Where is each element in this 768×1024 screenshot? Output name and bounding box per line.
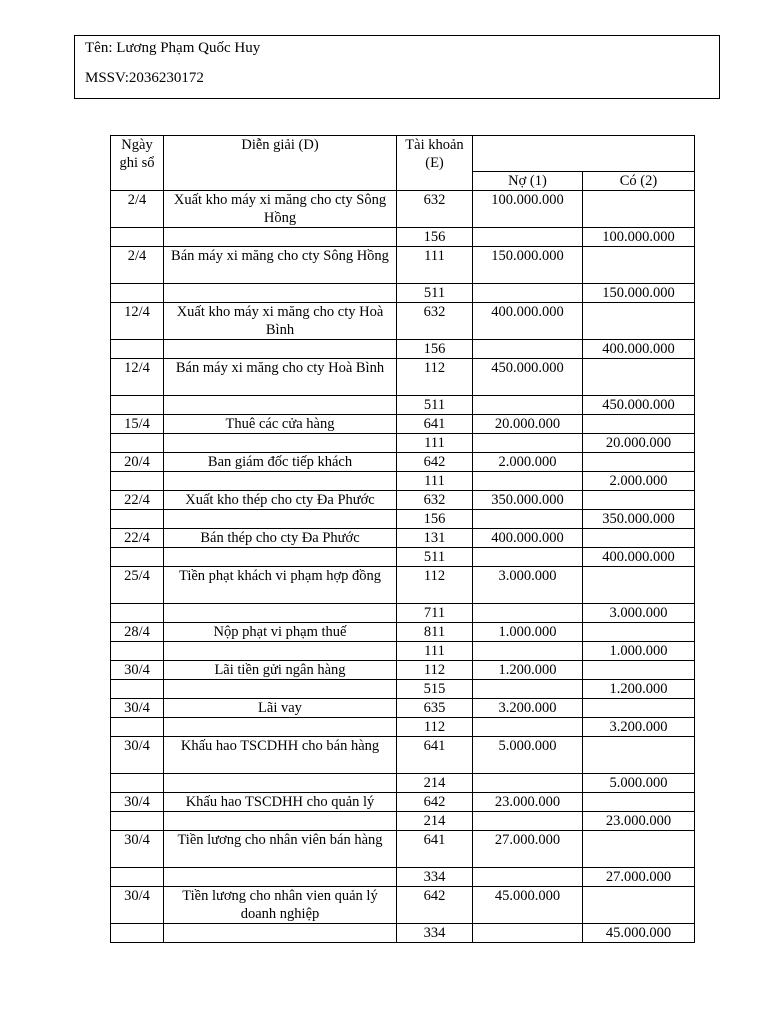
cell-account: 111 (397, 247, 473, 284)
cell-account: 156 (397, 510, 473, 529)
cell-date (111, 396, 164, 415)
cell-debit: 400.000.000 (473, 529, 583, 548)
cell-description: Lãi vay (164, 699, 397, 718)
cell-description (164, 812, 397, 831)
cell-credit (583, 567, 695, 604)
cell-debit (473, 340, 583, 359)
cell-description: Tiền phạt khách vi phạm hợp đồng (164, 567, 397, 604)
header-amount-group (473, 136, 695, 172)
table-header-row (111, 136, 695, 172)
cell-date (111, 284, 164, 303)
cell-date: 22/4 (111, 529, 164, 548)
cell-date: 30/4 (111, 831, 164, 868)
cell-description (164, 340, 397, 359)
student-info-box (74, 35, 720, 99)
cell-description: Tiền lương cho nhân vien quản lý doanh nghiệp (164, 887, 397, 924)
table-row (111, 396, 695, 415)
cell-account: 156 (397, 340, 473, 359)
cell-date: 2/4 (111, 247, 164, 284)
cell-debit: 400.000.000 (473, 303, 583, 340)
cell-description: Bán thép cho cty Đa Phước (164, 529, 397, 548)
cell-credit (583, 247, 695, 284)
table-row (111, 623, 695, 642)
table-row (111, 661, 695, 680)
table-row (111, 793, 695, 812)
cell-account: 131 (397, 529, 473, 548)
cell-date (111, 718, 164, 737)
cell-date (111, 434, 164, 453)
cell-description (164, 510, 397, 529)
cell-account: 635 (397, 699, 473, 718)
table-row (111, 548, 695, 567)
cell-account: 511 (397, 284, 473, 303)
cell-date: 20/4 (111, 453, 164, 472)
cell-account: 811 (397, 623, 473, 642)
cell-credit (583, 491, 695, 510)
cell-date: 30/4 (111, 737, 164, 774)
table-row (111, 831, 695, 868)
cell-date: 30/4 (111, 699, 164, 718)
cell-account: 112 (397, 359, 473, 396)
cell-date (111, 548, 164, 567)
table-row (111, 737, 695, 774)
table-row (111, 191, 695, 228)
cell-debit (473, 718, 583, 737)
cell-credit: 1.200.000 (583, 680, 695, 699)
cell-date: 28/4 (111, 623, 164, 642)
cell-credit: 450.000.000 (583, 396, 695, 415)
cell-credit (583, 661, 695, 680)
cell-account: 515 (397, 680, 473, 699)
cell-account: 334 (397, 868, 473, 887)
table-row (111, 868, 695, 887)
cell-account: 112 (397, 567, 473, 604)
cell-account: 642 (397, 793, 473, 812)
cell-debit: 100.000.000 (473, 191, 583, 228)
cell-debit (473, 472, 583, 491)
table-row (111, 340, 695, 359)
cell-debit: 1.200.000 (473, 661, 583, 680)
table-row (111, 567, 695, 604)
cell-date (111, 228, 164, 247)
cell-account: 641 (397, 831, 473, 868)
cell-credit (583, 415, 695, 434)
cell-description (164, 774, 397, 793)
cell-debit (473, 868, 583, 887)
cell-description: Xuất kho thép cho cty Đa Phước (164, 491, 397, 510)
cell-credit: 23.000.000 (583, 812, 695, 831)
cell-credit: 400.000.000 (583, 548, 695, 567)
cell-credit (583, 453, 695, 472)
cell-debit (473, 396, 583, 415)
cell-date: 30/4 (111, 887, 164, 924)
cell-account: 214 (397, 812, 473, 831)
cell-date (111, 680, 164, 699)
header-date: Ngày ghi sổ (111, 136, 164, 191)
cell-credit (583, 623, 695, 642)
cell-credit (583, 303, 695, 340)
cell-account: 511 (397, 396, 473, 415)
cell-debit: 450.000.000 (473, 359, 583, 396)
cell-description (164, 642, 397, 661)
cell-credit: 400.000.000 (583, 340, 695, 359)
cell-credit: 45.000.000 (583, 924, 695, 943)
cell-date (111, 774, 164, 793)
cell-debit (473, 434, 583, 453)
cell-description (164, 548, 397, 567)
cell-description: Nộp phạt vi phạm thuế (164, 623, 397, 642)
student-name: Tên: Lương Phạm Quốc Huy (85, 40, 261, 56)
header-credit: Có (2) (583, 172, 695, 191)
table-row (111, 774, 695, 793)
header-description: Diễn giải (D) (164, 136, 397, 191)
cell-account: 112 (397, 718, 473, 737)
cell-debit (473, 604, 583, 623)
cell-date: 25/4 (111, 567, 164, 604)
table-row (111, 472, 695, 491)
cell-account: 111 (397, 642, 473, 661)
cell-account: 111 (397, 472, 473, 491)
cell-description (164, 604, 397, 623)
cell-debit: 3.200.000 (473, 699, 583, 718)
cell-debit (473, 548, 583, 567)
cell-credit (583, 793, 695, 812)
table-row (111, 718, 695, 737)
cell-credit: 2.000.000 (583, 472, 695, 491)
cell-date (111, 868, 164, 887)
cell-description: Xuất kho máy xi măng cho cty Sông Hồng (164, 191, 397, 228)
header-account: Tài khoản (E) (397, 136, 473, 191)
cell-credit (583, 737, 695, 774)
cell-debit: 45.000.000 (473, 887, 583, 924)
cell-account: 642 (397, 887, 473, 924)
cell-description: Bán máy xi măng cho cty Hoà Bình (164, 359, 397, 396)
cell-description: Xuất kho máy xi măng cho cty Hoà Bình (164, 303, 397, 340)
table-row (111, 284, 695, 303)
cell-credit: 27.000.000 (583, 868, 695, 887)
cell-debit: 150.000.000 (473, 247, 583, 284)
cell-date (111, 924, 164, 943)
cell-account: 632 (397, 491, 473, 510)
cell-debit (473, 924, 583, 943)
cell-description (164, 924, 397, 943)
cell-description (164, 434, 397, 453)
cell-date (111, 642, 164, 661)
table-row (111, 510, 695, 529)
header-debit: Nợ (1) (473, 172, 583, 191)
cell-account: 111 (397, 434, 473, 453)
cell-debit (473, 510, 583, 529)
cell-description (164, 284, 397, 303)
cell-date: 30/4 (111, 661, 164, 680)
student-id: MSSV:2036230172 (85, 70, 204, 86)
cell-credit: 3.000.000 (583, 604, 695, 623)
table-row (111, 247, 695, 284)
cell-description: Khấu hao TSCDHH cho bán hàng (164, 737, 397, 774)
table-row (111, 359, 695, 396)
cell-credit: 3.200.000 (583, 718, 695, 737)
table-row (111, 303, 695, 340)
cell-debit: 27.000.000 (473, 831, 583, 868)
cell-credit (583, 191, 695, 228)
cell-debit: 3.000.000 (473, 567, 583, 604)
cell-description: Lãi tiền gửi ngân hàng (164, 661, 397, 680)
cell-date (111, 472, 164, 491)
cell-date (111, 604, 164, 623)
cell-description: Ban giám đốc tiếp khách (164, 453, 397, 472)
cell-credit: 5.000.000 (583, 774, 695, 793)
table-row (111, 924, 695, 943)
cell-description: Tiền lương cho nhân viên bán hàng (164, 831, 397, 868)
cell-credit (583, 831, 695, 868)
cell-credit (583, 529, 695, 548)
cell-credit: 1.000.000 (583, 642, 695, 661)
table-row (111, 604, 695, 623)
cell-credit: 20.000.000 (583, 434, 695, 453)
cell-debit: 5.000.000 (473, 737, 583, 774)
cell-account: 511 (397, 548, 473, 567)
cell-date: 12/4 (111, 359, 164, 396)
cell-account: 334 (397, 924, 473, 943)
table-row (111, 529, 695, 548)
cell-debit: 350.000.000 (473, 491, 583, 510)
table-row (111, 699, 695, 718)
cell-debit (473, 228, 583, 247)
cell-debit: 23.000.000 (473, 793, 583, 812)
cell-description: Khấu hao TSCDHH cho quản lý (164, 793, 397, 812)
cell-date: 15/4 (111, 415, 164, 434)
cell-debit (473, 284, 583, 303)
table-row (111, 453, 695, 472)
cell-account: 642 (397, 453, 473, 472)
cell-description (164, 718, 397, 737)
cell-credit: 350.000.000 (583, 510, 695, 529)
cell-account: 632 (397, 191, 473, 228)
cell-date (111, 510, 164, 529)
cell-description (164, 396, 397, 415)
cell-account: 156 (397, 228, 473, 247)
cell-description: Bán máy xi măng cho cty Sông Hồng (164, 247, 397, 284)
cell-debit: 1.000.000 (473, 623, 583, 642)
cell-account: 641 (397, 415, 473, 434)
cell-debit (473, 774, 583, 793)
cell-account: 632 (397, 303, 473, 340)
table-row (111, 887, 695, 924)
table-row (111, 434, 695, 453)
cell-credit: 150.000.000 (583, 284, 695, 303)
cell-account: 112 (397, 661, 473, 680)
table-row (111, 642, 695, 661)
cell-credit (583, 887, 695, 924)
cell-account: 711 (397, 604, 473, 623)
cell-date: 30/4 (111, 793, 164, 812)
cell-date (111, 812, 164, 831)
cell-credit: 100.000.000 (583, 228, 695, 247)
cell-description (164, 868, 397, 887)
cell-description (164, 680, 397, 699)
cell-credit (583, 359, 695, 396)
cell-debit: 20.000.000 (473, 415, 583, 434)
cell-description (164, 228, 397, 247)
table-row (111, 812, 695, 831)
journal-table (110, 135, 695, 943)
cell-date: 2/4 (111, 191, 164, 228)
cell-account: 214 (397, 774, 473, 793)
cell-debit (473, 812, 583, 831)
cell-description: Thuê các cửa hàng (164, 415, 397, 434)
cell-debit (473, 680, 583, 699)
cell-debit: 2.000.000 (473, 453, 583, 472)
table-row (111, 228, 695, 247)
cell-credit (583, 699, 695, 718)
cell-date: 12/4 (111, 303, 164, 340)
cell-date: 22/4 (111, 491, 164, 510)
table-row (111, 491, 695, 510)
table-row (111, 415, 695, 434)
cell-account: 641 (397, 737, 473, 774)
cell-date (111, 340, 164, 359)
cell-description (164, 472, 397, 491)
cell-debit (473, 642, 583, 661)
table-row (111, 680, 695, 699)
